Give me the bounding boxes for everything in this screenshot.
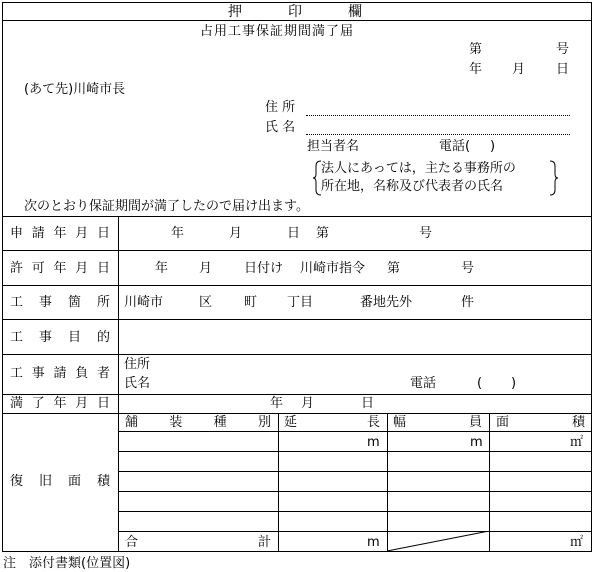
- location-city: 川崎市: [124, 295, 164, 310]
- header-area: 面 積: [496, 415, 585, 430]
- header-pavement-type: 舗 装 種 別: [125, 415, 271, 430]
- date-nen: 年: [469, 62, 483, 77]
- grid-line: [278, 413, 279, 551]
- row-divider: [2, 413, 592, 414]
- permit-nen: 年: [155, 261, 169, 276]
- contractor-address: 住所: [124, 357, 151, 372]
- app-tsuki: 月: [229, 226, 243, 241]
- applicant-phone-close: ): [490, 139, 496, 154]
- grid-line: [118, 471, 592, 472]
- stamp-header: 押 印 欄: [228, 4, 362, 20]
- width-total-diagonal: [387, 531, 490, 552]
- label-application-date: 申 請 年 月 日: [10, 226, 110, 241]
- contractor-paren-open: (: [477, 376, 483, 391]
- expiry-nen: 年: [270, 396, 284, 411]
- expiry-hi: 日: [361, 396, 375, 411]
- row-divider: [2, 250, 592, 251]
- app-hi: 日: [287, 226, 301, 241]
- total-unit-m2: ㎡: [570, 535, 584, 550]
- frame-top: [2, 2, 592, 3]
- permit-hitsuke: 日付け: [244, 261, 284, 276]
- applicant-name-line[interactable]: [306, 134, 570, 135]
- footer-note: 注 添付書類(位置図): [3, 556, 131, 571]
- header-width: 幅 員: [393, 415, 482, 430]
- unit-width-m: m: [470, 435, 483, 450]
- app-dai: 第: [316, 226, 330, 241]
- location-ku: 区: [199, 295, 213, 310]
- addressee: (あて先)川崎市長: [24, 82, 126, 97]
- permit-tsuki: 月: [199, 261, 213, 276]
- table-bottom: [2, 551, 592, 552]
- contractor-name: 氏名: [124, 376, 151, 391]
- row-divider: [2, 319, 592, 320]
- permit-dai: 第: [387, 261, 401, 276]
- applicant-name-label: 氏 名: [265, 120, 296, 135]
- applicant-address-line[interactable]: [306, 115, 570, 116]
- table-top: [2, 216, 592, 217]
- app-nen: 年: [171, 226, 185, 241]
- permit-go: 号: [461, 261, 475, 276]
- number-go: 号: [556, 42, 570, 57]
- date-hi: 日: [556, 62, 570, 77]
- unit-length-m: m: [367, 435, 380, 450]
- total-unit-m: m: [367, 535, 380, 550]
- frame-right: [591, 2, 592, 551]
- location-chome: 丁目: [287, 295, 314, 310]
- grid-line: [118, 451, 592, 452]
- grid-line: [118, 431, 592, 432]
- right-brace-icon: [548, 160, 558, 196]
- corporate-note-line2: 所在地，名称及び代表者の氏名: [321, 179, 504, 194]
- permit-city-order: 川崎市指令: [300, 261, 366, 276]
- contractor-phone: 電話: [410, 376, 437, 391]
- statement: 次のとおり保証期間が満了したので届け出ます。: [24, 199, 309, 214]
- number-dai: 第: [469, 42, 483, 57]
- document-title: 占用工事保証期間満了届: [200, 24, 355, 39]
- grid-line: [118, 491, 592, 492]
- grid-line: [118, 511, 592, 512]
- corporate-note-line1: 法人にあっては，主たる事務所の: [321, 161, 516, 176]
- date-tsuki: 月: [512, 62, 526, 77]
- applicant-address-label: 住 所: [265, 100, 296, 115]
- row-divider: [2, 394, 592, 395]
- expiry-tsuki: 月: [301, 396, 315, 411]
- label-contractor: 工 事 請 負 者: [10, 366, 110, 381]
- applicant-phone-label: 電話(: [439, 139, 471, 154]
- label-work-purpose: 工 事 目 的: [10, 330, 110, 345]
- app-go: 号: [419, 226, 433, 241]
- contractor-paren-close: ): [511, 376, 517, 391]
- grid-line: [118, 531, 592, 532]
- label-restoration-area: 復 旧 面 積: [10, 474, 110, 489]
- stamp-header-bottom: [2, 20, 592, 21]
- frame-left: [2, 2, 3, 551]
- location-ken: 件: [461, 295, 475, 310]
- label-permit-date: 許 可 年 月 日: [10, 261, 110, 276]
- label-work-location: 工 事 箇 所: [10, 295, 110, 310]
- row-divider: [2, 285, 592, 286]
- location-machi: 町: [244, 295, 258, 310]
- label-column-divider: [118, 216, 119, 551]
- unit-area-m2: ㎡: [570, 435, 584, 450]
- label-expiry-date: 満 了 年 月 日: [10, 396, 110, 411]
- row-divider: [2, 354, 592, 355]
- header-length: 延 長: [284, 415, 380, 430]
- person-in-charge-label: 担当者名: [307, 139, 360, 154]
- location-banchi: 番地先外: [360, 295, 413, 310]
- total-label: 合 計: [125, 535, 271, 550]
